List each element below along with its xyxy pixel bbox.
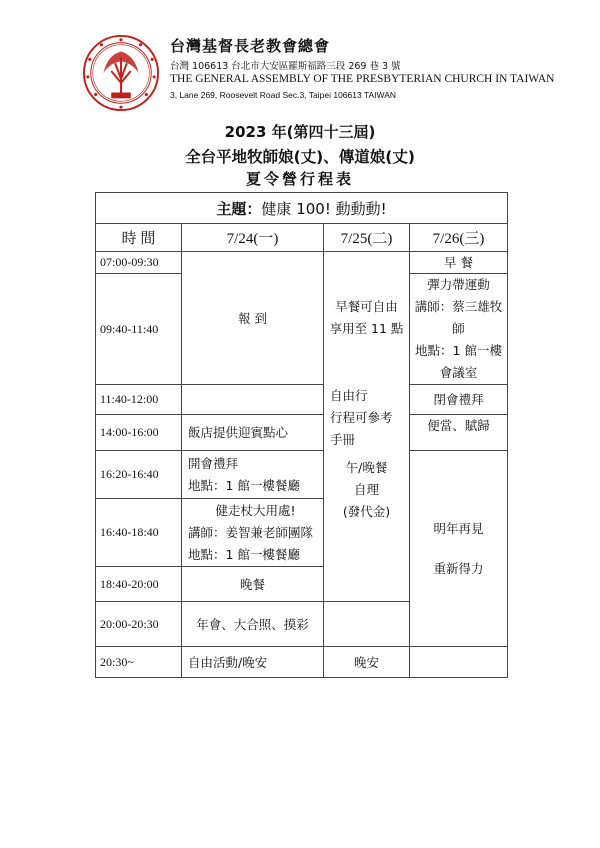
- time-cell: 07:00-09:30: [96, 252, 182, 274]
- org-address-zh: 台灣 106613 台北市大安區羅斯福路三段 269 巷 3 號: [170, 61, 401, 72]
- day2-free-line3: 手冊: [330, 431, 356, 447]
- day3-band-line3: 地點：1 館一樓: [415, 343, 502, 358]
- day3-farewell-line2: 重新得力: [433, 560, 484, 576]
- org-address-en: 3, Lane 269, Roosevelt Road Sec.3, Taipei 106613 TAIWAN: [170, 90, 397, 100]
- day3-band-line2: 講師：蔡三雄牧師: [414, 299, 503, 336]
- time-cell: 14:00-16:00: [96, 415, 182, 451]
- header-row: [96, 224, 508, 252]
- day3-closing: 閉會禮拜: [410, 385, 508, 415]
- day2-meal-line2: 自理: [353, 481, 379, 497]
- day2-breakfast: [324, 252, 410, 385]
- day2-night: 晚安: [324, 647, 410, 678]
- col-header-day1: 7/24(一): [182, 224, 324, 252]
- theme-row: [96, 193, 508, 224]
- day3-lunch: 便當、賦歸: [410, 415, 508, 451]
- org-name: 台灣基督長老教會總會: [170, 37, 331, 55]
- day3-band-line4: 會議室: [439, 365, 478, 380]
- day2-free: [324, 385, 410, 451]
- time-cell: 20:00-20:30: [96, 602, 182, 647]
- theme-text: 健康 100! 動動動!: [261, 199, 387, 218]
- day1-opening-line1: 開會禮拜: [188, 455, 239, 471]
- col-header-time: 時 間: [96, 224, 182, 252]
- day3-band-line1: 彈力帶運動: [427, 277, 490, 292]
- time-cell: 18:40-20:00: [96, 567, 182, 602]
- schedule-table: [95, 192, 508, 678]
- day2-meal-line1: 午/晚餐: [345, 459, 388, 475]
- day3-farewell: [410, 451, 508, 647]
- day2-meals: [324, 451, 410, 602]
- day1-walk-line1: 健走杖大用處!: [215, 502, 296, 518]
- title-year: 2023 年(第四十三屆): [224, 123, 376, 141]
- day3-band-exercise: [410, 274, 508, 385]
- day1-empty: [182, 385, 324, 415]
- day1-opening: [182, 451, 324, 499]
- day2-breakfast-line2: 享用至 11 點: [329, 321, 404, 337]
- org-name-en: THE GENERAL ASSEMBLY OF THE PRESBYTERIAN CHURCH IN TAIWAN: [170, 73, 555, 85]
- day1-hotel-snack: 飯店提供迎賓點心: [182, 415, 324, 451]
- day1-walk-line2: 講師：姜智兼老師團隊: [188, 524, 314, 540]
- time-cell: 16:40-18:40: [96, 499, 182, 567]
- church-seal-icon: [82, 34, 160, 112]
- day1-walk-line3: 地點：1 館一樓餐廳: [188, 546, 300, 562]
- theme-label: 主題：: [216, 199, 262, 218]
- day1-opening-line2: 地點：1 館一樓餐廳: [188, 477, 300, 493]
- day2-meal-line3: (發代金): [342, 503, 391, 519]
- day1-dinner: 晚餐: [182, 567, 324, 602]
- col-header-day3: 7/26(三): [410, 224, 508, 252]
- day1-checkin: 報 到: [182, 252, 324, 385]
- day3-farewell-line1: 明年再見: [433, 520, 484, 536]
- day2-breakfast-line1: 早餐可自由: [335, 299, 398, 315]
- day3-breakfast: 早 餐: [410, 252, 508, 274]
- day1-party: 年會、大合照、摸彩: [182, 602, 324, 647]
- col-header-day2: 7/25(二): [324, 224, 410, 252]
- title-schedule: 夏令營行程表: [245, 170, 354, 188]
- day2-free-line2: 行程可參考: [330, 409, 393, 425]
- time-cell: 16:20-16:40: [96, 451, 182, 499]
- time-cell: 11:40-12:00: [96, 385, 182, 415]
- day1-night: 自由活動/晚安: [182, 647, 324, 678]
- title-event: 全台平地牧師娘(丈)、傳道娘(丈): [185, 148, 415, 166]
- day3-empty: [410, 647, 508, 678]
- day2-empty: [324, 602, 410, 647]
- day1-walking-stick: [182, 499, 324, 567]
- time-cell: 09:40-11:40: [96, 274, 182, 385]
- day2-free-line1: 自由行: [330, 387, 368, 403]
- time-cell: 20:30~: [96, 647, 182, 678]
